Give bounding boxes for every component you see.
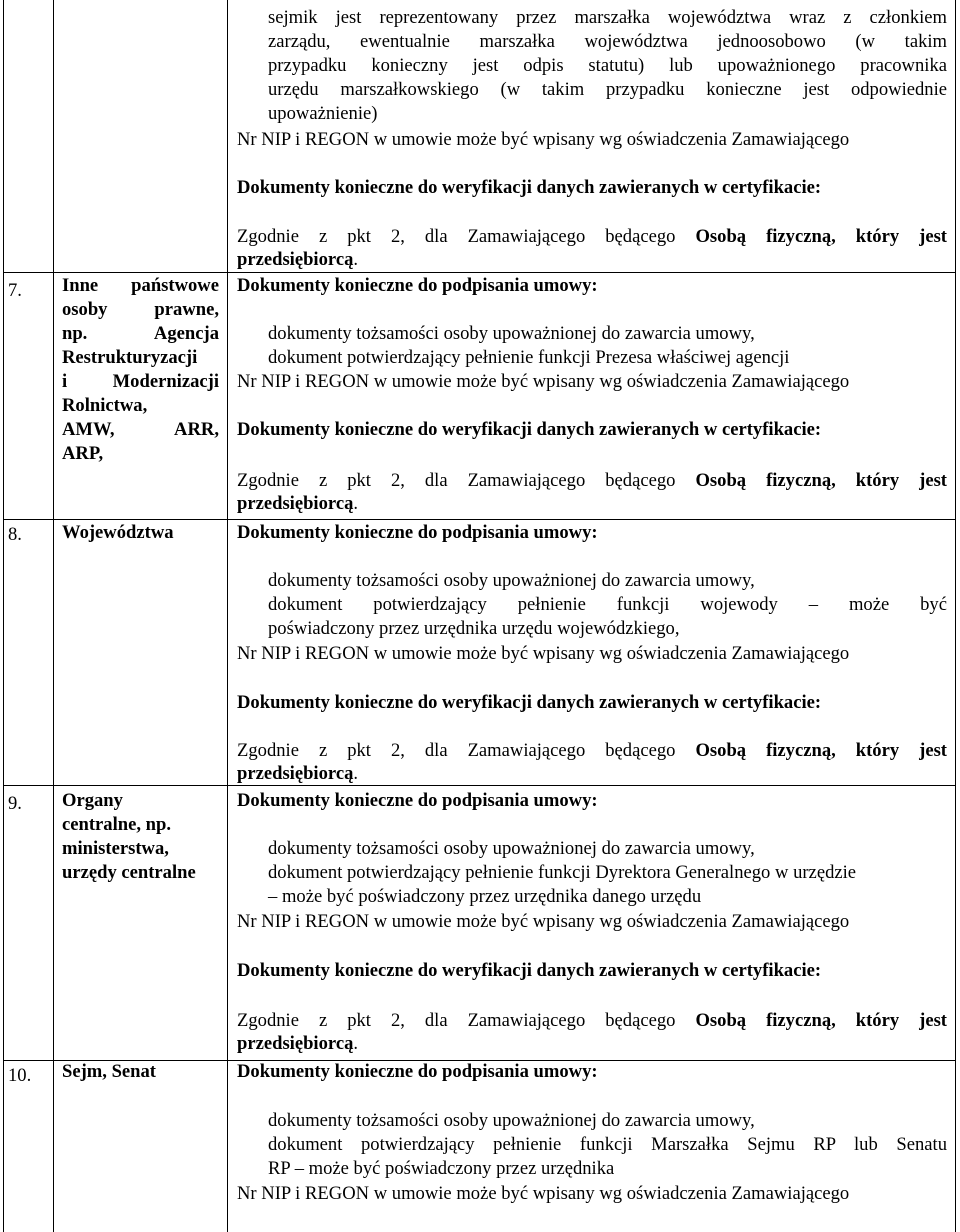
verify-heading: Dokumenty konieczne do weryfikacji danych zawieranych w certyfikacie: [237,177,822,198]
verify-text-prefix: Zgodnie z pkt 2, dla Zamawiającego będącego [237,1010,676,1031]
verify-text-prefix: Zgodnie z pkt 2, dla Zamawiającego będącego [237,740,676,761]
text-line: urzędu marszałkowskiego (w takim przypadku konieczne jest odpowiednie [268,79,947,100]
entity-line: i Modernizacji [62,371,219,392]
verify-text-prefix: Zgodnie z pkt 2, dla Zamawiającego będącego [237,470,676,491]
list-item: dokument potwierdzający pełnienie funkcji Dyrektora Generalnego w urzędzie [268,862,857,883]
sign-heading: Dokumenty konieczne do podpisania umowy: [237,790,598,811]
row-divider-7 [3,272,956,273]
nip-line: Nr NIP i REGON w umowie może być wpisany wg oświadczenia Zamawiającego [237,371,850,392]
list-item: dokument potwierdzający pełnienie funkcji Prezesa właściwej agencji [268,347,790,368]
verify-text-end [237,1033,358,1055]
table-border-col1 [53,0,54,1232]
verify-text-end [237,493,358,515]
verify-text-bold: Osobą fizyczną, który jest [695,1010,948,1031]
list-item: dokumenty tożsamości osoby upoważnionej do zawarcia umowy, [268,570,755,591]
table-border-left [3,0,4,1232]
sign-heading: Dokumenty konieczne do podpisania umowy: [237,522,598,543]
table-border-right [955,0,956,1232]
entity-line: np. Agencja [62,323,219,344]
entity-line: urzędy centralne [62,862,196,883]
list-item: – może być poświadczony przez urzędnika danego urzędu [268,886,702,907]
nip-line: Nr NIP i REGON w umowie może być wpisany wg oświadczenia Zamawiającego [237,1183,850,1204]
verify-period: . [353,493,359,514]
table-border-col2 [227,0,228,1232]
list-item: dokumenty tożsamości osoby upoważnionej do zawarcia umowy, [268,838,755,859]
nip-line: Nr NIP i REGON w umowie może być wpisany wg oświadczenia Zamawiającego [237,643,850,664]
sign-heading: Dokumenty konieczne do podpisania umowy: [237,275,598,296]
verify-bold-end: przedsiębiorcą [237,249,354,270]
verify-text [237,226,947,248]
entity-line: ministerstwa, [62,838,169,859]
list-item: dokument potwierdzający pełnienie funkcji wojewody – może być [268,594,947,615]
text-line: upoważnienie) [268,103,378,124]
row-divider-8 [3,519,956,520]
verify-heading: Dokumenty konieczne do weryfikacji danych zawieranych w certyfikacie: [237,960,822,981]
entity-line: centralne, np. [62,814,171,835]
verify-text [237,740,947,762]
verify-period: . [353,1033,359,1054]
verify-heading: Dokumenty konieczne do weryfikacji danych zawieranych w certyfikacie: [237,419,822,440]
verify-text-end [237,249,358,271]
verify-bold-end: przedsiębiorcą [237,1033,354,1054]
row-divider-9 [3,785,956,786]
row-number: 9. [8,793,22,814]
entity-line: Inne państwowe [62,275,219,296]
row-number: 8. [8,524,22,545]
nip-line: Nr NIP i REGON w umowie może być wpisany wg oświadczenia Zamawiającego [237,129,850,150]
nip-line: Nr NIP i REGON w umowie może być wpisany wg oświadczenia Zamawiającego [237,911,850,932]
verify-bold-end: przedsiębiorcą [237,763,354,784]
entity-line: Rolnictwa, [62,395,148,416]
entity-line: Organy [62,790,123,811]
verify-text-bold: Osobą fizyczną, który jest [695,226,948,247]
verify-heading: Dokumenty konieczne do weryfikacji danych zawieranych w certyfikacie: [237,692,822,713]
row-number: 10. [8,1065,32,1086]
text-line: sejmik jest reprezentowany przez marszałka województwa wraz z członkiem [268,7,947,28]
list-item: RP – może być poświadczony przez urzędnika [268,1158,615,1179]
entity-line: AMW, ARR, [62,419,219,440]
entity-line: Sejm, Senat [62,1061,156,1082]
text-line: przypadku konieczny jest odpis statutu) lub upoważnionego pracownika [268,55,947,76]
entity-line: Restrukturyzacji [62,347,198,368]
list-item: dokumenty tożsamości osoby upoważnionej do zawarcia umowy, [268,323,755,344]
list-item: poświadczony przez urzędnika urzędu wojewódzkiego, [268,618,680,639]
verify-text-bold: Osobą fizyczną, który jest [695,470,948,491]
verify-bold-end: przedsiębiorcą [237,493,354,514]
verify-text-prefix: Zgodnie z pkt 2, dla Zamawiającego będącego [237,226,676,247]
row-number: 7. [8,280,22,301]
verify-period: . [353,763,359,784]
entity-line: Województwa [62,522,174,543]
text-line: zarządu, ewentualnie marszałka województwa jednoosobowo (w takim [268,31,947,52]
verify-text-bold: Osobą fizyczną, który jest [695,740,948,761]
verify-text [237,470,947,492]
list-item: dokumenty tożsamości osoby upoważnionej do zawarcia umowy, [268,1110,755,1131]
verify-period: . [353,249,359,270]
entity-line: osoby prawne, [62,299,219,320]
sign-heading: Dokumenty konieczne do podpisania umowy: [237,1061,598,1082]
verify-text-end [237,763,358,785]
verify-text [237,1010,947,1032]
entity-line: ARP, [62,443,104,464]
list-item: dokument potwierdzający pełnienie funkcji Marszałka Sejmu RP lub Senatu [268,1134,947,1155]
